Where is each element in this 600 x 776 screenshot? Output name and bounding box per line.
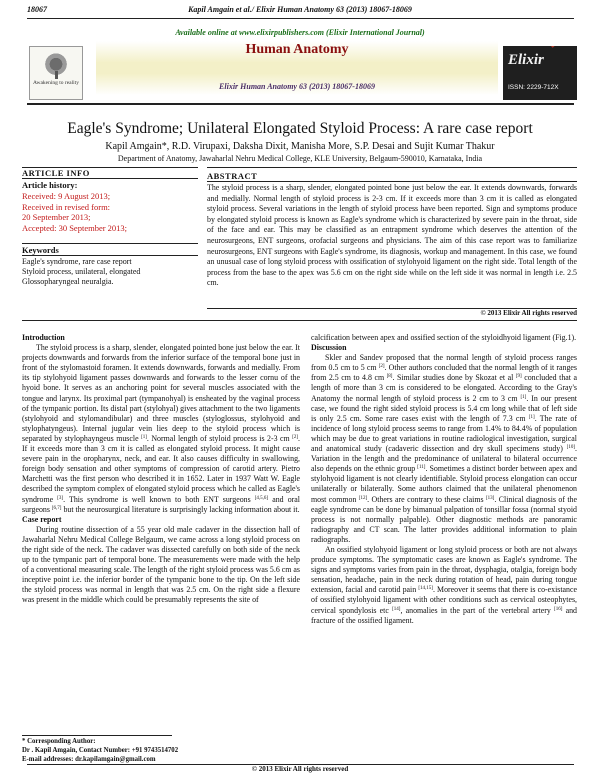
corresponding-author-email[interactable]: E-mail addresses: dr.kapilamgain@gmail.com [22,756,156,763]
history-line: Accepted: 30 September 2013; [22,222,128,233]
abstract-end-rule [22,320,577,321]
logo-motto: Awakening to reality [33,80,79,86]
article-history [22,191,192,233]
history-line: 20 September 2013; [22,212,91,222]
paragraph: During routine dissection of a 55 year old male cadaver in the dissection hall of Jawaharlal Nehru Medical College Belgaum, we came across a long styloid process on the right side of the neck. The cadaver was dissected carefully on both side of the neck up to the tympanic part of temporal bone. The measurements were made with the help of a conventional measuring scale. The length of the right styloid process was 5.6 cm as inceptive point i.e. the inferior border of the tympanic bone to the tip. On the left side the styloid process was normal in length that was 2.5 cm. On the right side a flexure was present in the middle which could be presumably represents the site of [22,524,300,605]
paragraph: Skler and Sandev proposed that the normal length of styloid process ranges from 0.5 cm to 5 cm [2]. Other authors concluded that the normal length of it ranges from 2.5 cm to 4.8 cm [8]. Similar studies done by Skozat et al [9] concluded that a length of more than 3 cm is considered to be elongated. According to the Gray's Anatomy the normal length of styloid process is 2 cm to 3 cm [1]. In our present case, we found the right sided styloid process is 5.4 cm long while that of left side is only 2.5 cm. Some rare cases exist with the length of 7.3 cm [1]. The rate of incidence of long styloid process seems to range from 1.4% to 84.4% of population which may be due to great variations in routine radiological investigation, surgical and anatomical study (cadaveric dissection and dry skull specimens study) [10]. Variation in the length and the predominance of unilateral to bilateral occurrence also depends on the ethnic group [11]. Sometimes a distinct border between apex and stylohyoid ligament is not clearly identifiable. Styloid process elongation can occur unilaterally or bilaterally. Some authors claimed that the unilateral phenomenon most common [12]. Others are contrary to these claims [13]. Clinical diagnosis of the eagle syndrome can be done by bimanual palpation of tonsillar fossa (normal styoid process is not normally palpable). Other diagnostic methods are panoramic radiography and CT scan. The latter provides additional information to plain radiographs. [311,353,578,544]
abstract-rule [207,181,577,182]
elixir-logo [503,46,577,100]
abstract-heading: ABSTRACT [207,171,258,181]
journal-name: Human Anatomy [245,42,349,57]
running-title: Kapil Amgain et al./ Elixir Human Anatomy 63 (2013) 18067-18069 [188,5,412,14]
paragraph: calcification between apex and ossified section of the styloidhyoid ligament (Fig.1). [311,333,577,342]
history-line: Received: 9 August 2013; [22,191,111,201]
paragraph: An ossified stylohyoid ligament or long styloid process or both are not always produce symptoms. The symptomatic cases are known as Eagle's syndrome. The signs and symptoms varies from pain in the throat, dysphagia, otalgia, foreign body sensation, headache, pain in the neck during rotation of head, pain during tongue extension, facial and carotid pain [14,15]. Moreover it seems that there is co-existance of ossified stylohyoid ligament with other conditions such as cervical osteophytes, cervical spondylosis etc [14], anomalies in the part of the vertebral artery [16] and fracture of the ossified ligament. [311,544,577,625]
info-rule [22,178,198,179]
paragraph: The styloid process is a sharp, slender, elongated pointed bone just below the ear. It projects downwards and forwards from the inferior surface of the temporal bone just in front of the stylomastoid foramen. It extends downwards, forwards and medially. From its tip stylohyoid ligament passes downwards and forwards to the lesser cornu of the hyoid bone. It serves as an anchoring point for several muscles associated with the tongue and larynx. Its proximal part (tympanohyal) is ensheated by the vaginal process of the tympanic portion. Its distal part (stylohyal) gives attachment to the two ligaments (stylohyoid and stylomandibular) and three muscles (styloglossus, stylohyoid and stylophatyngeus). Internal jugular vein lies deep to the styloid process which is separated by stylophayngeus muscle [1]. Normal length of styloid process is 2-3 cm [2]. If it exceeds more than 3 cm it is called as elongated styloid process. It might cause severe pain in the oropharynx, neck, and ear. It also causes difficulty in swallowing, foreign body sensation and other symptoms of compression of carotid artery. Pietro Marchetti was the first person who described it in 1652. Later in 1937 Watt W. Eagle described the symptom complex of elongated styloid process which he called as Eagle's syndrome [3]. This syndrome is well known to both ENT surgeons [4,5,6] and oral surgeons [6,7] but the neurosurgical literature is surprisingly lacking information about it. [22,343,301,514]
elixir-brand: Elixir [508,52,544,68]
abstract-copyright: © 2013 Elixir All rights reserved [480,309,577,317]
availability-line[interactable]: Available online at www.elixirpublishers.com (Elixir International Journal) [175,28,425,37]
keyword: Styloid process, unilateral, elongated [22,267,141,276]
body-column-right [311,333,577,626]
keywords-heading: Keywords [22,245,59,255]
tree-trunk-icon [55,71,58,79]
introduction-heading: Introduction [22,333,65,342]
issn-label: ISSN: 2229-712X [508,84,559,91]
keyword: Eagle's syndrome, rare case report [22,257,132,266]
corresponding-author-contact: Dr . Kapil Amgain, Contact Number: +91 9743514702 [22,747,179,754]
history-heading: Article history: [22,180,78,190]
article-info-heading: ARTICLE INFO [22,168,90,178]
masthead-rule [27,103,574,105]
keyword: Glossopharyngeal neuralgia. [22,277,114,286]
abstract-rule-top [207,167,577,168]
keywords-rule-top [22,243,198,244]
publisher-tree-logo [29,46,83,100]
abstract-text: The styloid process is a sharp, slender, elongated pointed bone just below the ear. It extends downwards, forwards and medially. Normal length of styloid process is 2-3 cm. If it exceeds more than 3 cm it is called as elongated styloid process. Several variations in the length of styloid process have been reported. Sign and symptoms produce by elongated styloid process is known as Eagle's syndrome which is characterized by severe pain in the throat, side of the face and ear. This may be classified as an entrapment syndrome which deserves the attention of the neurosurgeons, ENT surgeons, orofacial surgeons and physicians. The aim of this case report was to familiarize neurosurgeons, ENT surgeons with Eagle's syndrome, its diagnosis, workup and management. In this case, we found an unusual case of long styloid process with ossification of stylohyoid ligament on the right side. Total length of the process from the base to the apex was 5.6 cm on the right side while on the left side it was normal in length i.e. 2.5 cm. [207,183,577,288]
keywords-rule [22,255,198,256]
article-affiliation: Department of Anatomy, Jawaharlal Nehru Medical College, KLE University, Belgaum-590010, Karnataka, India [117,154,483,163]
history-line: Received in revised form: [22,201,111,212]
journal-citation: Elixir Human Anatomy 63 (2013) 18067-18069 [219,82,375,91]
article-title: Eagle's Syndrome; Unilateral Elongated Styloid Process: A rare case report [67,120,533,137]
discussion-heading: Discussion [311,343,347,353]
corresponding-author-label: * Corresponding Author: [22,738,96,745]
body-column-left [22,333,300,606]
article-authors: Kapil Amgain*, R.D. Virupaxi, Daksha Dixit, Manisha More, S.P. Desai and Sujit Kumar Thakur [105,141,495,152]
header-rule [27,18,574,19]
page-number: 18067 [27,5,47,14]
footer-copyright: © 2013 Elixir All rights reserved [251,765,349,773]
keywords-list [22,257,200,287]
footnote-rule [22,735,172,736]
case-report-heading: Case report [22,514,62,524]
